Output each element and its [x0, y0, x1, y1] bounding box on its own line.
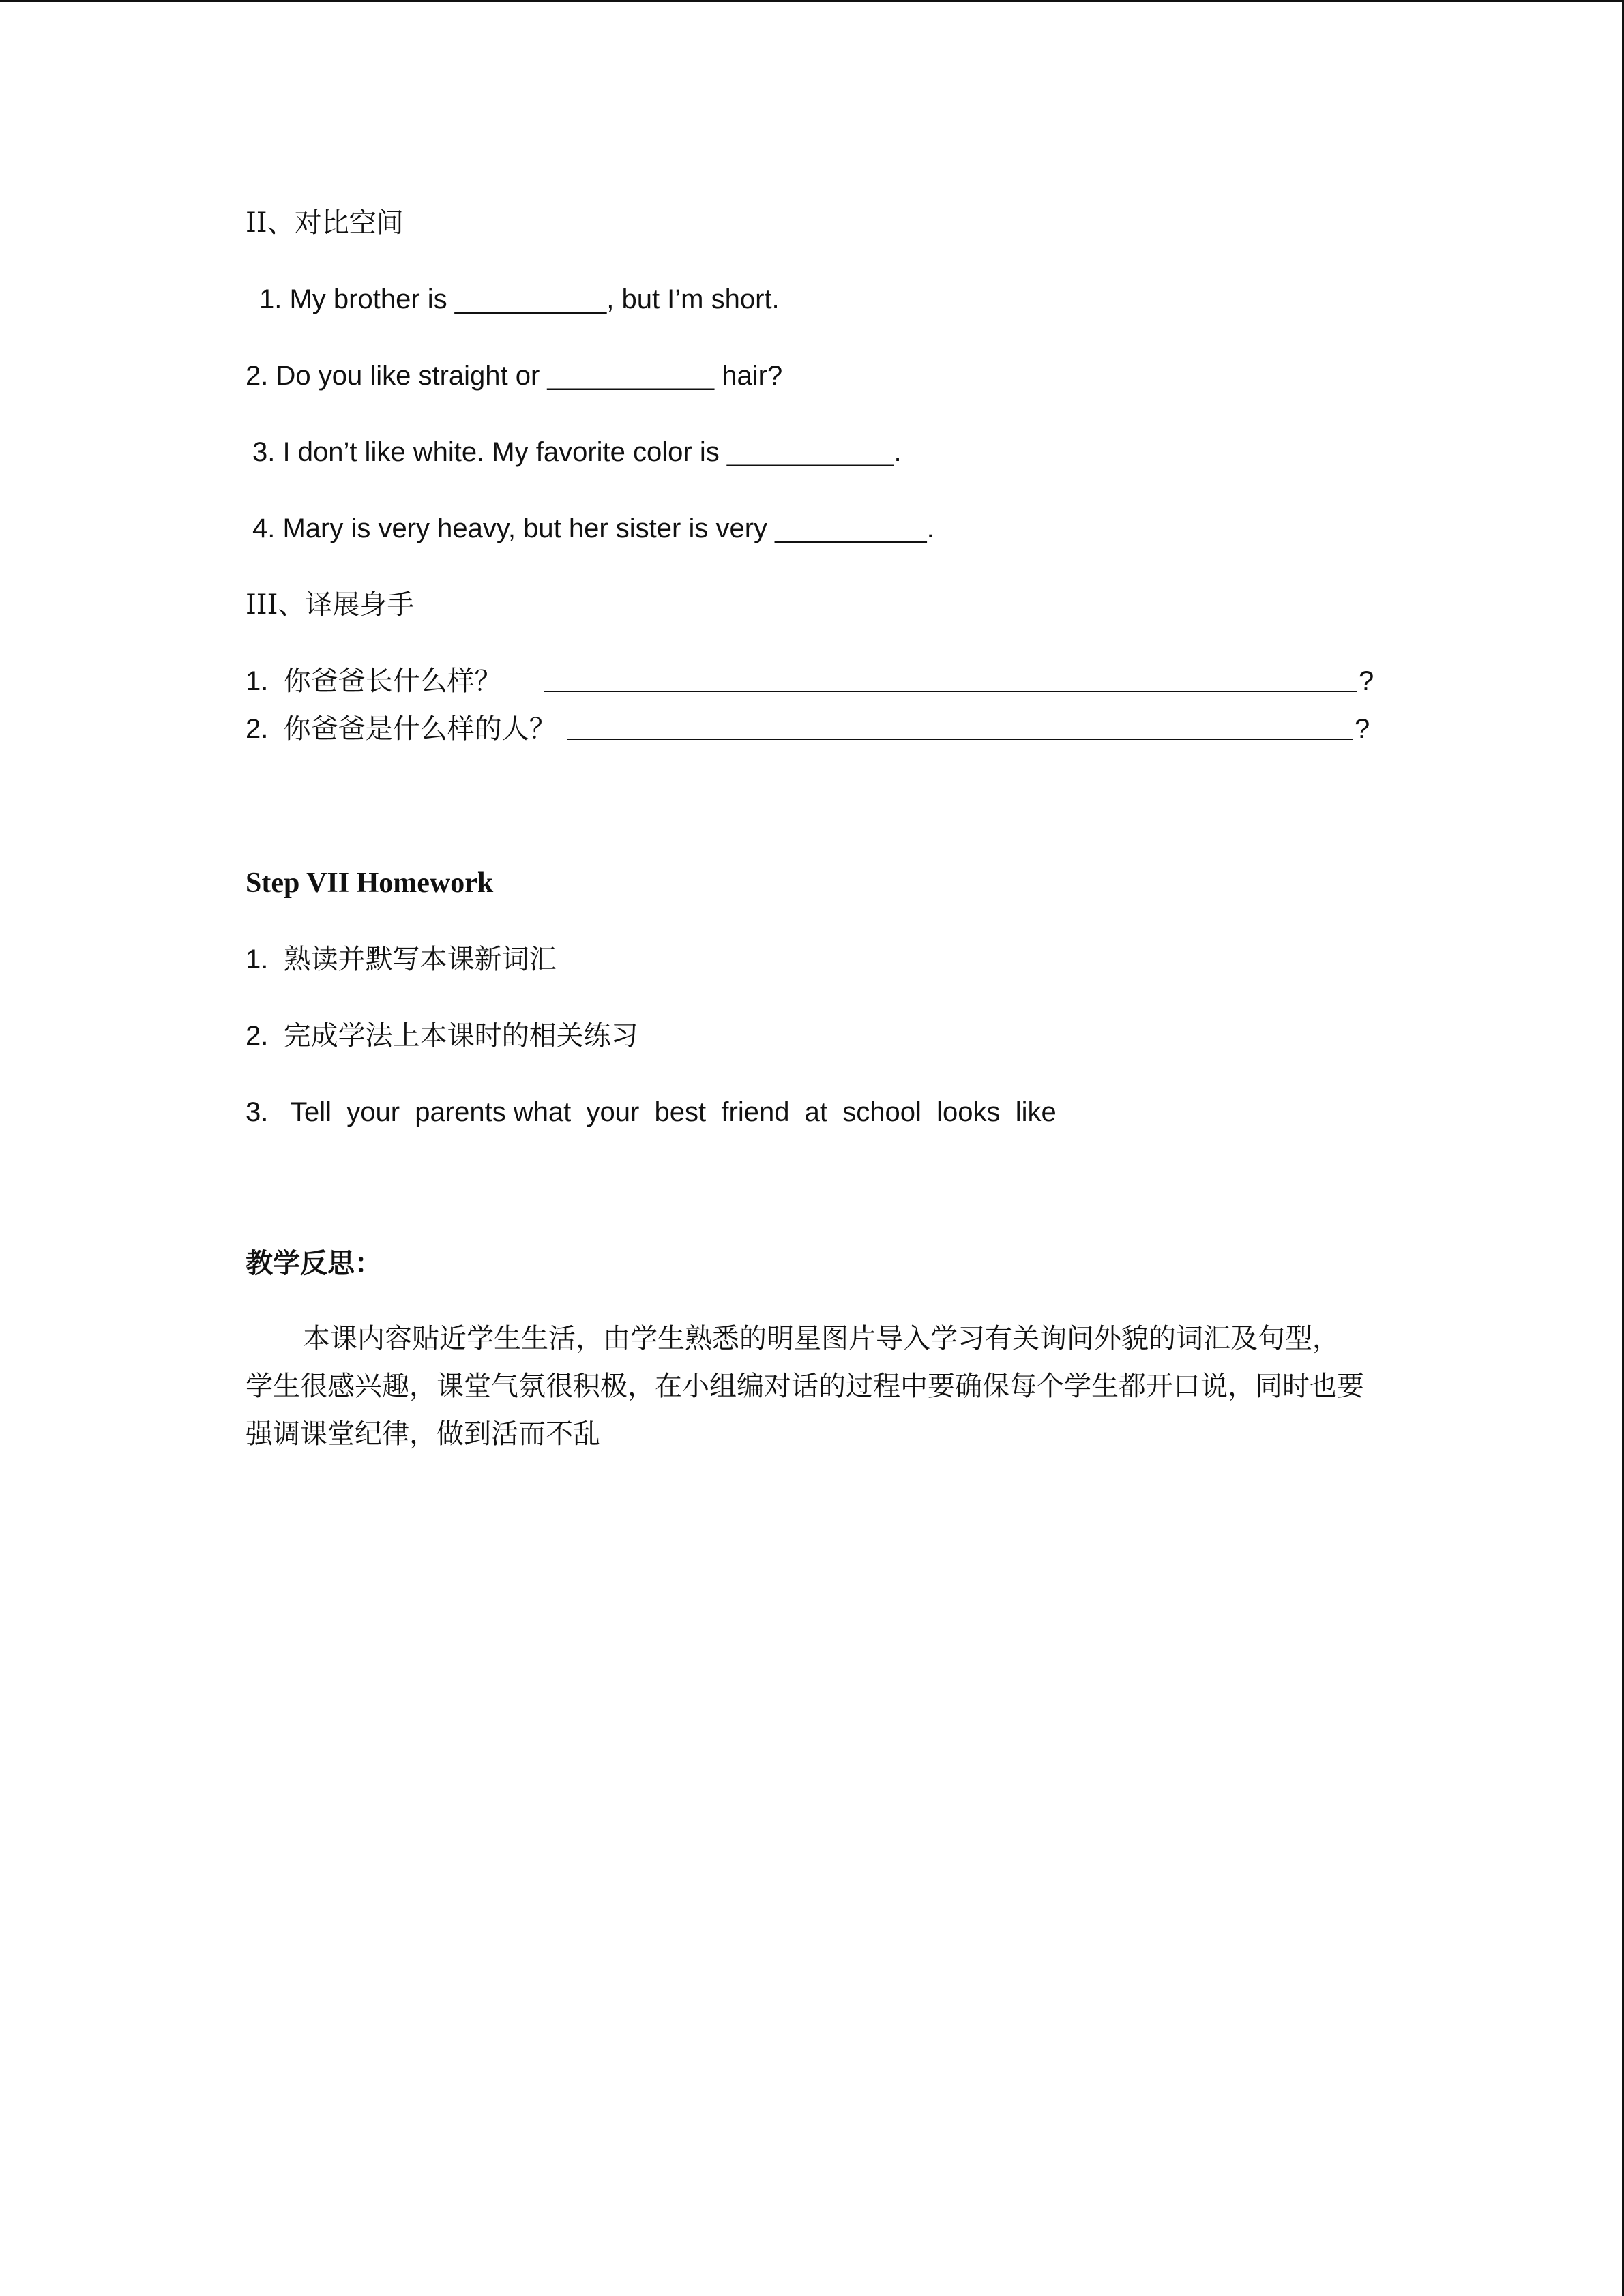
reflection-paragraph	[246, 1315, 1364, 1458]
exercise-text: .	[894, 437, 902, 467]
answer-line	[567, 739, 1353, 740]
translation-prompt: 你爸爸是什么样的人？	[283, 713, 557, 745]
question-mark: ?	[1359, 666, 1374, 696]
homework-text: 完成学法上本课时的相关练习	[283, 1020, 638, 1052]
exercise-item-3	[252, 433, 902, 471]
exercise-text: 3. I don’t like white. My favorite color is	[252, 437, 727, 467]
homework-text: Tell your parents what your best friend at school looks like	[290, 1097, 1057, 1127]
translation-prompt: 你爸爸长什么样？	[283, 666, 502, 697]
exercise-text: 2. Do you like straight or	[246, 361, 548, 391]
answer-blank: __________	[775, 513, 927, 543]
exercise-item-4	[252, 509, 934, 548]
homework-text: 熟读并默写本课新词汇	[283, 944, 557, 975]
item-number: 1.	[246, 944, 269, 974]
item-number: 2.	[246, 1021, 269, 1051]
answer-blank: ___________	[547, 361, 715, 391]
section-heading-translation: III、译展身手	[246, 589, 415, 621]
item-number: 3.	[246, 1097, 269, 1127]
translation-item-1	[246, 662, 502, 700]
exercise-text: .	[926, 513, 934, 543]
item-number: 2.	[246, 714, 269, 744]
reflection-text: 本课内容贴近学生生活，由学生熟悉的明星图片导入学习有关询问外貌的词汇及句型，学生很感兴趣，课堂气氛很积极，在小组编对话的过程中要确保每个学生都开口说，同时也要强调课堂纪律，做到活而不乱	[246, 1323, 1364, 1450]
answer-blank: __________	[454, 284, 607, 314]
exercise-text: , but I’m short.	[606, 284, 780, 314]
section-heading-comparison: II、对比空间	[246, 207, 404, 239]
reflection-heading: 教学反思：	[246, 1247, 382, 1279]
exercise-text: 4. Mary is very heavy, but her sister is very	[252, 513, 776, 543]
item-number: 1.	[246, 666, 269, 696]
question-mark: ?	[1355, 714, 1370, 744]
homework-item-3	[246, 1093, 1057, 1131]
exercise-text: hair?	[714, 361, 783, 391]
homework-heading: Step VII Homework	[246, 867, 494, 899]
homework-item-2	[246, 1017, 638, 1055]
answer-blank: ___________	[726, 437, 894, 467]
answer-line	[544, 691, 1357, 692]
translation-item-2	[246, 710, 557, 748]
exercise-text: 1. My brother is	[259, 284, 455, 314]
homework-item-1	[246, 940, 557, 979]
exercise-item-1	[259, 280, 780, 318]
exercise-item-2	[246, 357, 782, 395]
